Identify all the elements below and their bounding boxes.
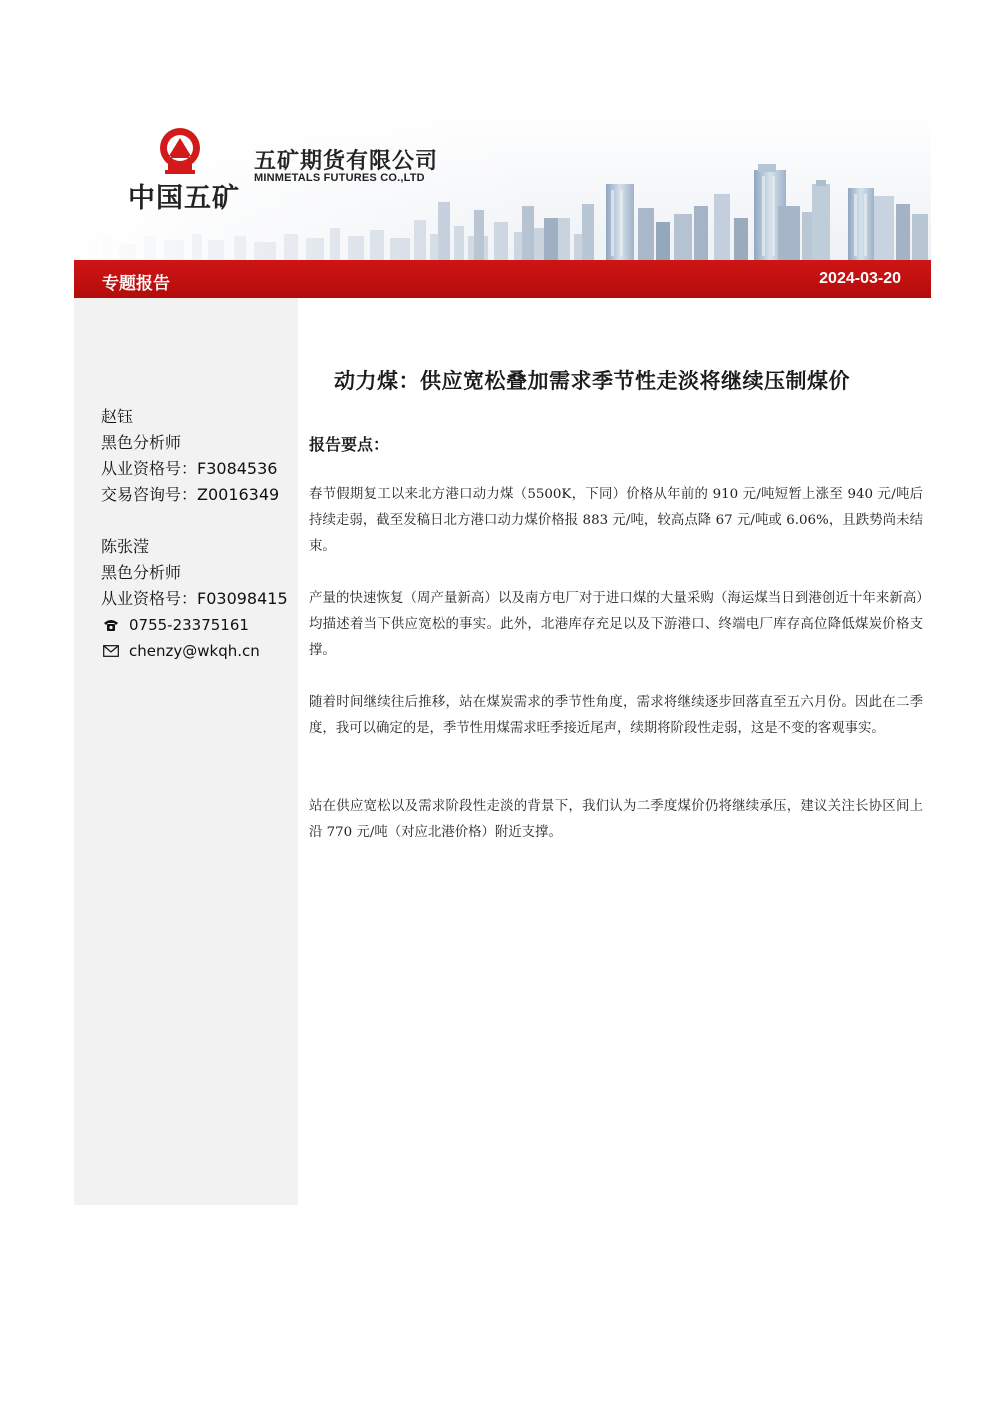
key-points-heading: 报告要点： [309, 435, 390, 454]
company-name-en: MINMETALS FUTURES CO.,LTD [254, 172, 425, 184]
minmetals-emblem-icon [156, 126, 204, 176]
analyst-qualification: 从业资格号：F3084536 [101, 459, 278, 478]
key-point-paragraph: 随着时间继续往后推移，站在煤炭需求的季节性角度，需求将继续逐步回落直至五六月份。因此在二季度，我可以确定的是，季节性用煤需求旺季接近尾声，续期将阶段性走弱，这是不变的客观事实。 [309, 695, 923, 736]
analyst-card-2 [101, 534, 288, 664]
report-title: 动力煤：供应宽松叠加需求季节性走淡将继续压制煤价 [334, 369, 850, 393]
report-header [74, 110, 931, 260]
phone-number: 0755-23375161 [129, 616, 249, 634]
email-link[interactable]: chenzy@wkqh.cn [129, 642, 260, 660]
analyst-title: 黑色分析师 [101, 563, 182, 582]
key-point-paragraph: 站在供应宽松以及需求阶段性走淡的背景下，我们认为二季度煤价仍将继续承压，建议关注长协区间上沿 770 元/吨（对应北港价格）附近支撑。 [309, 799, 923, 840]
analyst-consult-number: 交易咨询号：Z0016349 [101, 485, 280, 504]
analyst-qualification: 从业资格号：F03098415 [101, 589, 288, 608]
analyst-sidebar [74, 298, 298, 1205]
envelope-icon [101, 645, 121, 657]
analyst-card-1 [101, 404, 279, 508]
company-name-cn: 五矿期货有限公司 [254, 149, 439, 174]
analyst-name: 陈张滢 [101, 537, 150, 556]
key-point-paragraph: 产量的快速恢复（周产量新高）以及南方电厂对于进口煤的大量采购（海运煤当日到港创近十年来新高）均描述着当下供应宽松的事实。此外，北港库存充足以及下游港口、终端电厂库存高位降低煤炭价格支撑。 [309, 591, 923, 658]
phone-row [101, 612, 288, 638]
analyst-name: 赵钰 [101, 407, 134, 426]
report-type-label: 专题报告 [102, 274, 170, 294]
email-row[interactable] [101, 638, 288, 664]
analyst-title: 黑色分析师 [101, 433, 182, 452]
phone-icon [101, 618, 121, 632]
report-type-band [74, 260, 931, 298]
key-point-paragraph: 春节假期复工以来北方港口动力煤（5500K，下同）价格从年前的 910 元/吨短暂上涨至 940 元/吨后持续走弱，截至发稿日北方港口动力煤价格报 883 元/吨，较高点降 67 元/吨或 6.06%，且跌势尚未结束。 [309, 487, 923, 554]
group-logo-text: 中国五矿 [128, 183, 240, 214]
report-date: 2024-03-20 [819, 270, 901, 287]
